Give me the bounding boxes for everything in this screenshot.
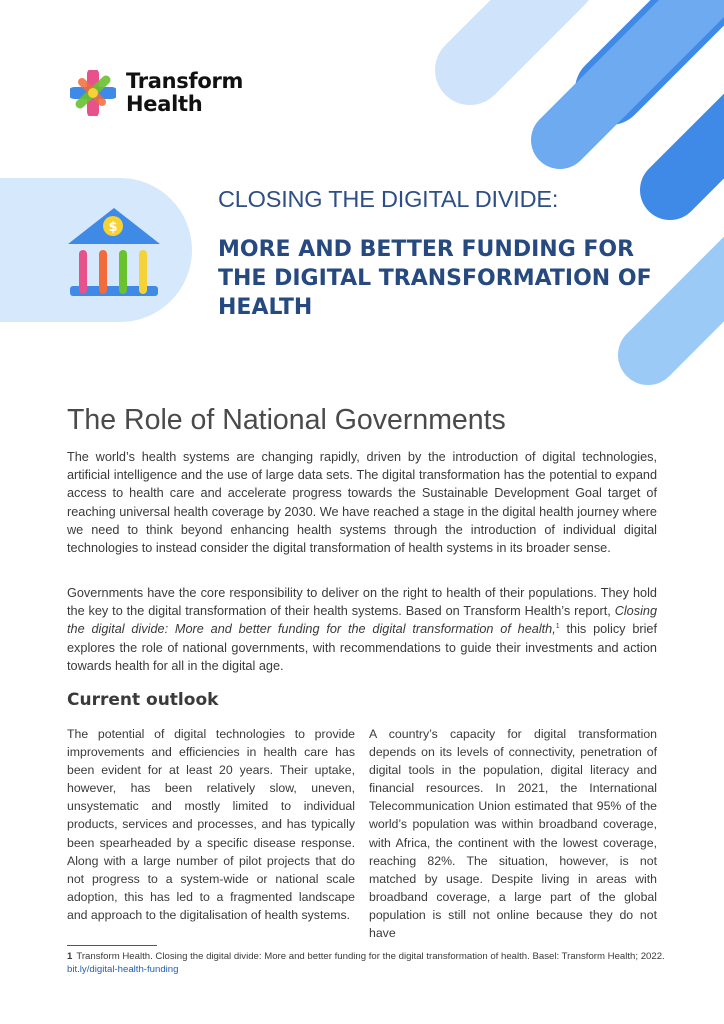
responsibility-paragraph	[67, 584, 657, 675]
transform-health-logo	[70, 70, 243, 116]
main-headline: MORE AND BETTER FUNDING FOR THE DIGITAL TRANSFORMATION OF HEALTH	[218, 237, 652, 320]
footnote-number: 1	[67, 951, 73, 962]
svg-text:$: $	[108, 220, 118, 235]
logo-word-transform: Transform	[126, 69, 244, 93]
footnote-ref[interactable]: 1	[555, 623, 560, 631]
bank-building-icon	[64, 198, 164, 304]
footnote-divider	[67, 945, 157, 946]
footnote-text: Transform Health. Closing the digital divide: More and better funding for the digital transformation of health. Basel: Transform Health; 2022.	[76, 951, 665, 962]
report-title-italic: Closing the digital divide: More and better funding for the digital transformation of health,	[67, 604, 657, 637]
logo-wordmark	[126, 70, 243, 116]
footnote-link[interactable]: bit.ly/digital-health-funding	[67, 964, 179, 975]
paragraph-text-a: Governments have the core responsibility to deliver on the right to health of their populations. They hold the key to the digital transformation of their health systems. Based on Transform Health’s report,	[67, 586, 657, 619]
outlook-right-column: A country’s capacity for digital transformation depends on its levels of connectivity, penetration of digital tools in the population, digital literacy and financial resources. In 2021, the International Telecommunication Union estimated that 95% of the world’s population was within broadband coverage, with Africa, the continent with the lowest coverage, reaching 82%. The situation, however, is not matched by usage. Despite living in areas with broadband coverage, a large part of the global population is still not online because they do not have	[369, 727, 657, 941]
subheading-current-outlook: Current outlook	[67, 690, 219, 710]
intro-paragraph: The world’s health systems are changing rapidly, driven by the introduction of digital technologies, artificial intelligence and the use of large data sets. The digital transformation has the potential to expand access to health care and accelerate progress towards the Sustainable Development Goal target of reaching universal health coverage by 2030. We have reached a stage in the digital health journey where we need to think beyond enhancing health systems through the introduction of individual digital technologies to instead consider the digital transformation of health systems in its broader sense.	[67, 450, 657, 556]
diagonal-band-dark-2	[670, 100, 724, 190]
outlook-left-column: The potential of digital technologies to provide improvements and efficiencies in health care has been evident for at least 20 years. Their uptake, however, has been relatively slow, uneven, unsystematic and mostly limited to individual products, services and processes, and has typically been spearheaded by a specific disease response. Along with a large number of pilot projects that do not progress to a system-wide or national scale adoption, this has led to a fragmented landscape and approach to the digitalisation of health systems.	[67, 727, 355, 922]
paragraph-text-b: this policy brief explores the role of national governments, with recommendations to guide their investments and action towards health for all in the digital age.	[67, 622, 657, 673]
footnote	[67, 950, 667, 976]
kicker-title: CLOSING THE DIGITAL DIVIDE:	[218, 186, 559, 212]
diagonal-band-light	[470, 0, 560, 70]
section-title: The Role of National Governments	[67, 404, 506, 436]
logo-word-health: Health	[126, 92, 203, 116]
colorful-cross-icon	[70, 70, 116, 116]
